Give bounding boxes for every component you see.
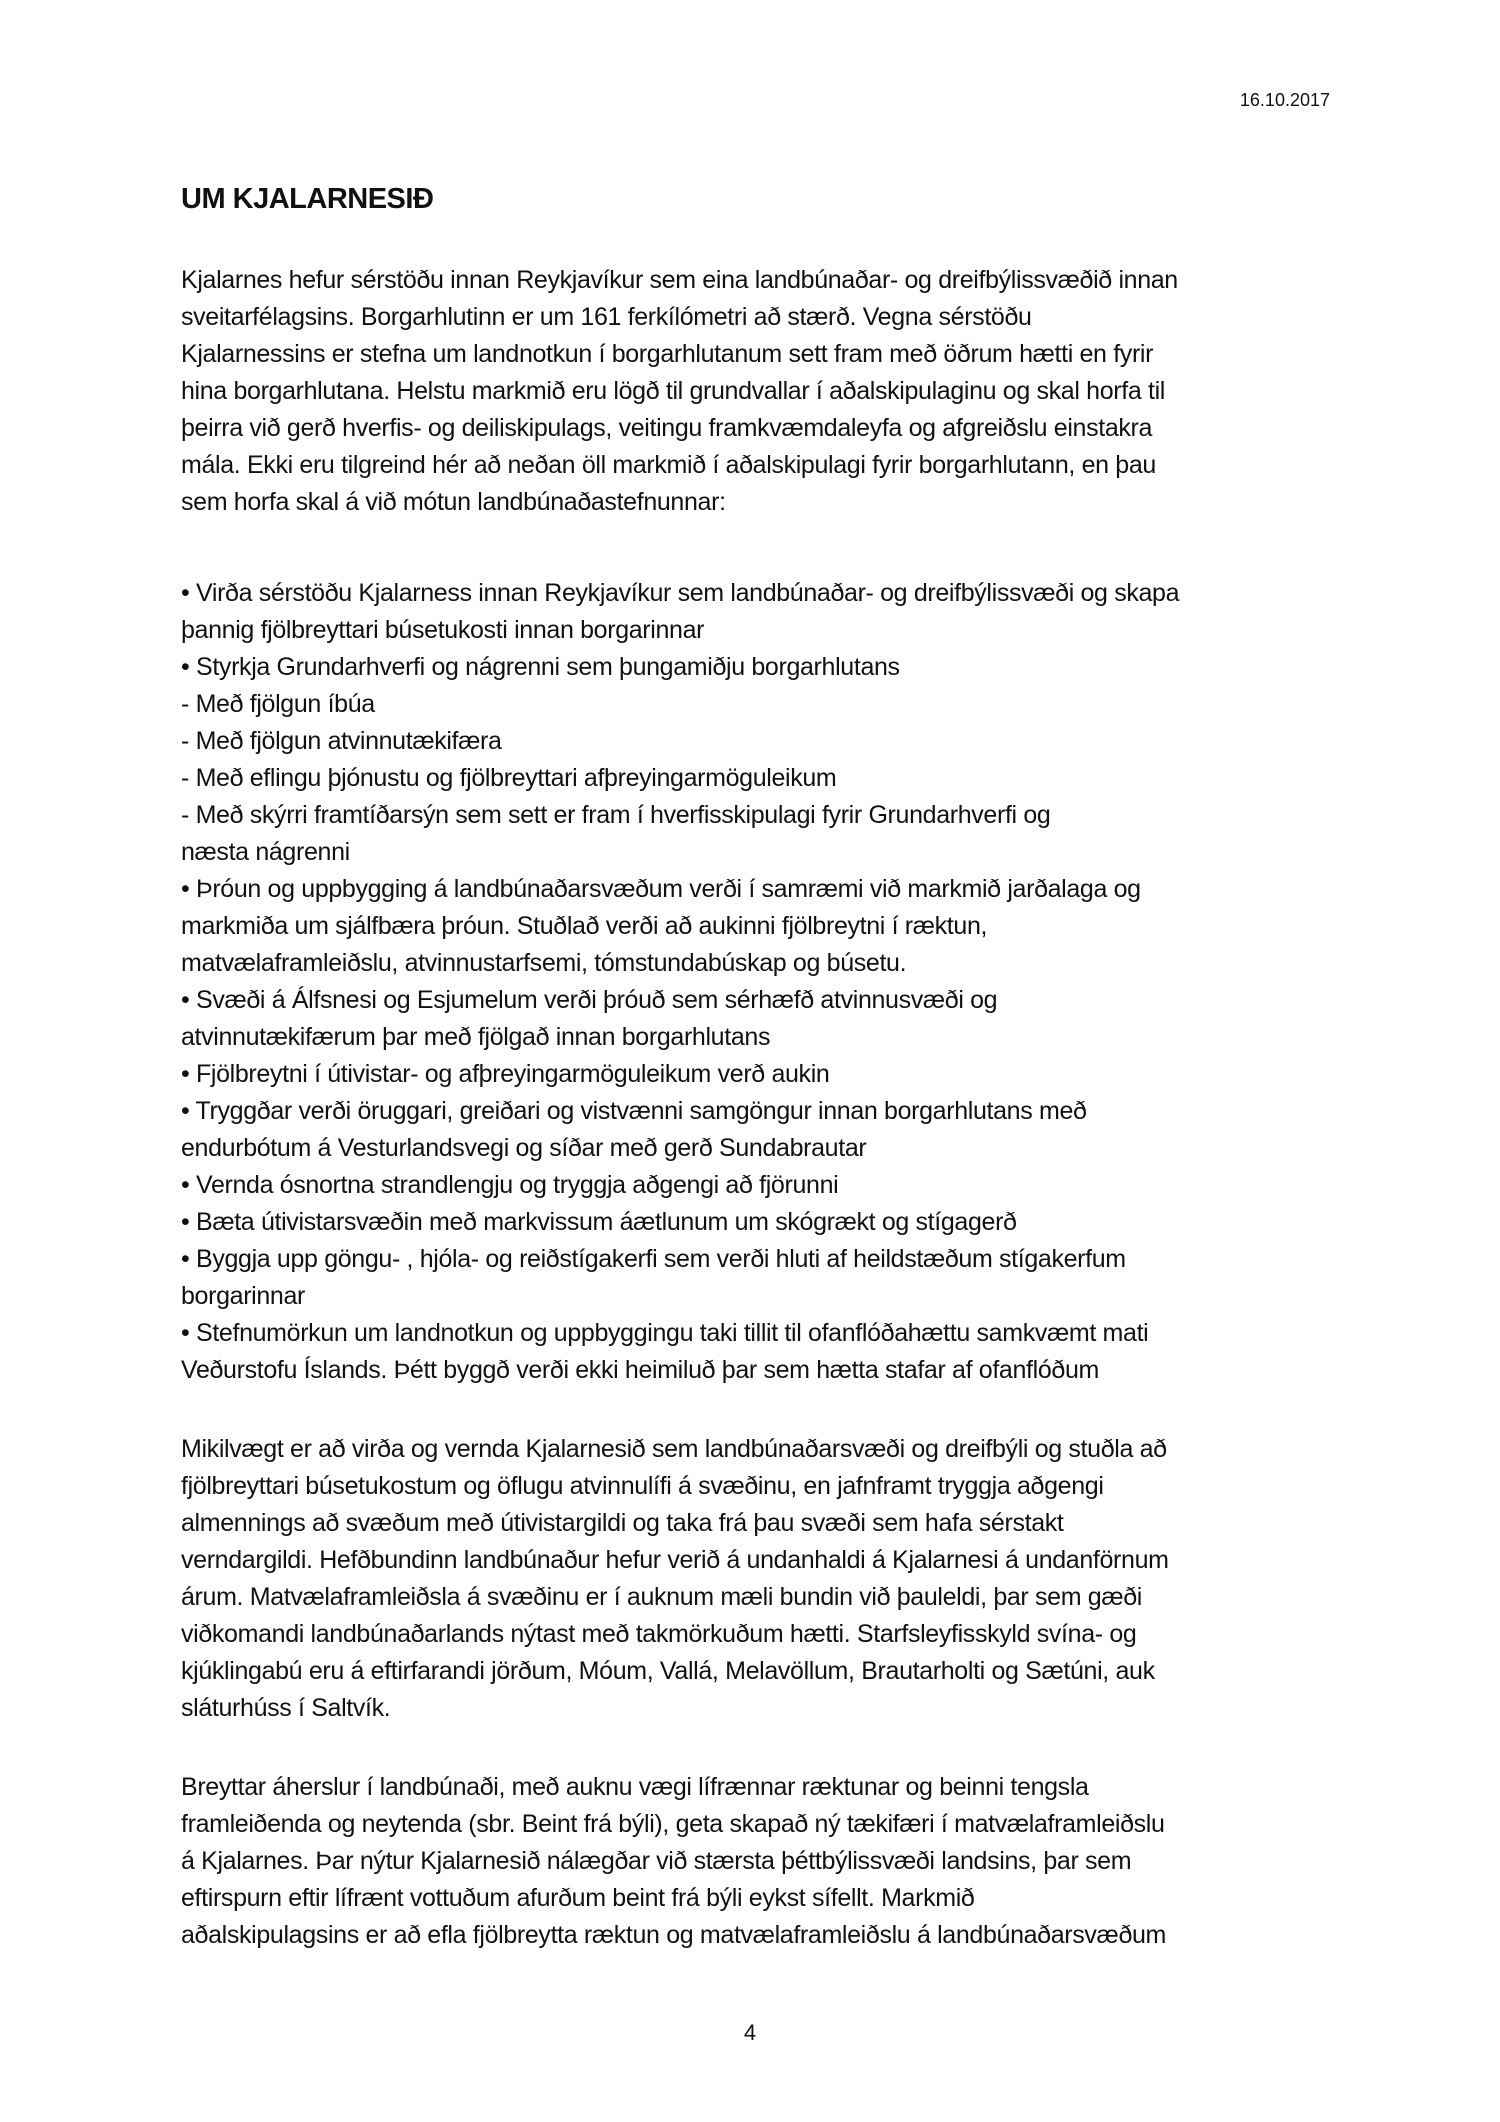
text-line: sem horfa skal á við mótun landbúnaðastefnunnar:: [181, 488, 726, 516]
paragraph-agriculture: [181, 1769, 1341, 1954]
list-item-line: næsta nágrenni: [181, 838, 350, 866]
header-date: 16.10.2017: [1239, 90, 1330, 110]
text-line: fjölbreyttari búsetukostum og öflugu atvinnulífi á svæðinu, en jafnframt tryggja aðgengi: [181, 1472, 1104, 1500]
text-line: árum. Matvælaframleiðsla á svæðinu er í auknum mæli bundin við þauleldi, þar sem gæði: [181, 1583, 1142, 1611]
text-line: Kjalarnessins er stefna um landnotkun í borgarhlutanum sett fram með öðrum hætti en fyrir: [181, 340, 1154, 368]
text-line: Mikilvægt er að virða og vernda Kjalarnesið sem landbúnaðarsvæði og dreifbýli og stuðla að: [181, 1435, 1167, 1463]
list-item-line: - Með eflingu þjónustu og fjölbreyttari afþreyingarmöguleikum: [181, 764, 837, 792]
list-item-line: • Svæði á Álfsnesi og Esjumelum verði þróuð sem sérhæfð atvinnusvæði og: [181, 986, 998, 1014]
list-item-line: endurbótum á Vesturlandsvegi og síðar með gerð Sundabrautar: [181, 1134, 867, 1162]
list-item-line: - Með skýrri framtíðarsýn sem sett er fram í hverfisskipulagi fyrir Grundarhverfi og: [181, 801, 1051, 829]
list-item-line: • Þróun og uppbygging á landbúnaðarsvæðum verði í samræmi við markmið jarðalaga og: [181, 875, 1141, 903]
paragraph-protection: [181, 1431, 1341, 1727]
list-item-line: - Með fjölgun atvinnutækifæra: [181, 727, 502, 755]
list-item-line: atvinnutækifærum þar með fjölgað innan borgarhlutans: [181, 1023, 771, 1051]
list-item-line: • Byggja upp göngu- , hjóla- og reiðstígakerfi sem verði hluti af heildstæðum stígakerfum: [181, 1245, 1126, 1273]
list-item-line: markmiða um sjálfbæra þróun. Stuðlað verði að aukinni fjölbreytni í ræktun,: [181, 912, 988, 940]
text-line: á Kjalarnes. Þar nýtur Kjalarnesið nálægðar við stærsta þéttbýlissvæði landsins, þar sem: [181, 1847, 1132, 1875]
list-item-line: Veðurstofu Íslands. Þétt byggð verði ekki heimiluð þar sem hætta stafar af ofanflóðum: [181, 1356, 1099, 1384]
text-line: framleiðenda og neytenda (sbr. Beint frá býli), geta skapað ný tækifæri í matvælaframleiðslu: [181, 1810, 1165, 1838]
list-item-line: • Virða sérstöðu Kjalarness innan Reykjavíkur sem landbúnaðar- og dreifbýlissvæði og skapa: [181, 579, 1180, 607]
page-number: 4: [743, 2020, 757, 2045]
list-item-line: þannig fjölbreyttari búsetukosti innan borgarinnar: [181, 616, 705, 644]
goals-list: [181, 575, 1341, 1389]
text-line: kjúklingabú eru á eftirfarandi jörðum, Móum, Vallá, Melavöllum, Brautarholti og Sætúni, auk: [181, 1657, 1155, 1685]
text-line: sláturhúss í Saltvík.: [181, 1694, 391, 1722]
list-item-line: • Vernda ósnortna strandlengju og tryggja aðgengi að fjörunni: [181, 1171, 839, 1199]
text-line: aðalskipulagsins er að efla fjölbreytta ræktun og matvælaframleiðslu á landbúnaðarsvæðum: [181, 1921, 1167, 1949]
text-line: sveitarfélagsins. Borgarhlutinn er um 161 ferkílómetri að stærð. Vegna sérstöðu: [181, 303, 1032, 331]
paragraph-intro: [181, 262, 1341, 521]
text-line: verndargildi. Hefðbundinn landbúnaður hefur verið á undanhaldi á Kjalarnesi á undanförnum: [181, 1546, 1169, 1574]
list-item-line: • Tryggðar verði öruggari, greiðari og vistvænni samgöngur innan borgarhlutans með: [181, 1097, 1087, 1125]
text-line: Breyttar áherslur í landbúnaði, með auknu vægi lífrænnar ræktunar og beinni tengsla: [181, 1773, 1089, 1801]
list-item-line: • Fjölbreytni í útivistar- og afþreyingarmöguleikum verð aukin: [181, 1060, 830, 1088]
text-line: eftirspurn eftir lífrænt vottuðum afurðum beint frá býli eykst sífellt. Markmið: [181, 1884, 975, 1912]
text-line: mála. Ekki eru tilgreind hér að neðan öll markmið í aðalskipulagi fyrir borgarhlutann, en þau: [181, 451, 1156, 479]
list-item-line: • Bæta útivistarsvæðin með markvissum áætlunum um skógrækt og stígagerð: [181, 1208, 1017, 1236]
text-line: Kjalarnes hefur sérstöðu innan Reykjavíkur sem eina landbúnaðar- og dreifbýlissvæðið innan: [181, 266, 1178, 294]
list-item-line: • Styrkja Grundarhverfi og nágrenni sem þungamiðju borgarhlutans: [181, 653, 900, 681]
list-item-line: matvælaframleiðslu, atvinnustarfsemi, tómstundabúskap og búsetu.: [181, 949, 907, 977]
page-title: UM KJALARNESIÐ: [181, 183, 434, 215]
text-line: almennings að svæðum með útivistargildi og taka frá þau svæði sem hafa sérstakt: [181, 1509, 1064, 1537]
list-item-line: - Með fjölgun íbúa: [181, 690, 375, 718]
text-line: þeirra við gerð hverfis- og deiliskipulags, veitingu framkvæmdaleyfa og afgreiðslu einstakra: [181, 414, 1153, 442]
text-line: viðkomandi landbúnaðarlands nýtast með takmörkuðum hætti. Starfsleyfisskyld svína- og: [181, 1620, 1137, 1648]
list-item-line: • Stefnumörkun um landnotkun og uppbyggingu taki tillit til ofanflóðahættu samkvæmt mati: [181, 1319, 1149, 1347]
text-line: hina borgarhlutana. Helstu markmið eru lögð til grundvallar í aðalskipulaginu og skal horfa til: [181, 377, 1165, 405]
list-item-line: borgarinnar: [181, 1282, 306, 1310]
